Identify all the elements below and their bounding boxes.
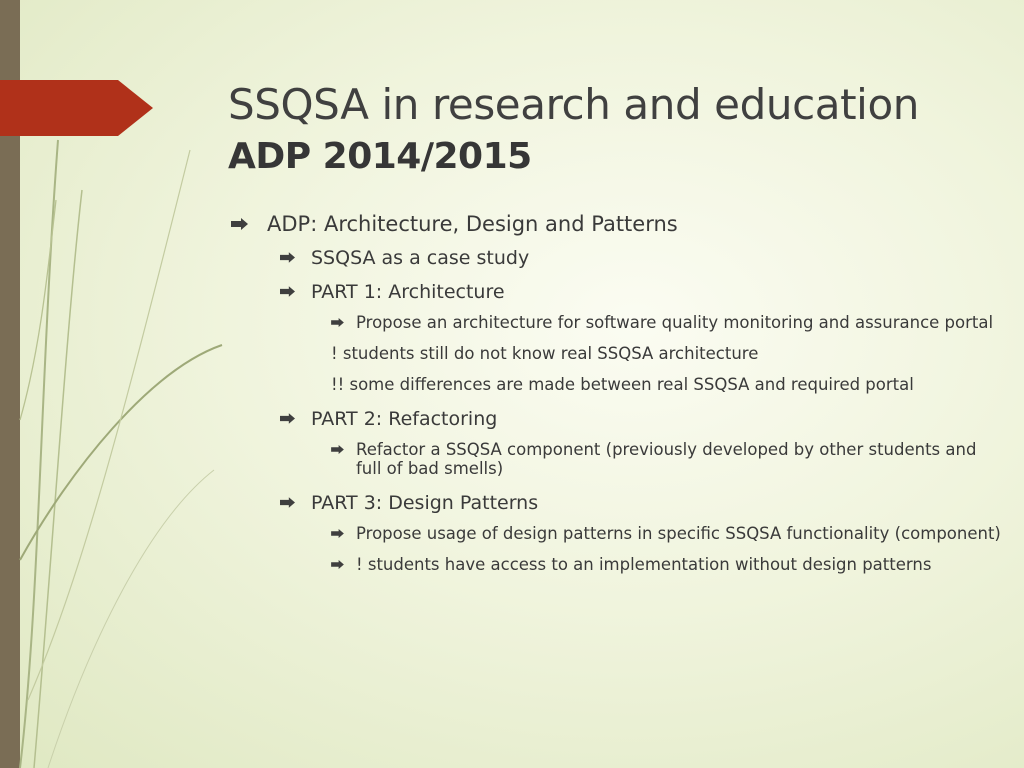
arrow-bullet-icon [280,413,295,424]
bullet-item-propose-architecture [225,313,1005,332]
note-differences: !! some differences are made between real SSQSA and required portal [331,375,914,394]
slide-title [228,78,1008,182]
arrow-bullet-icon [231,218,248,230]
bullet-text: ! students have access to an implementation without design patterns [356,555,932,574]
arrow-bullet-icon [331,529,344,538]
bullet-text: Propose usage of design patterns in specific SSQSA functionality (component) [356,524,1001,543]
bullet-item-adp [225,210,1005,238]
bullet-text: PART 3: Design Patterns [311,492,539,514]
bullet-text: SSQSA as a case study [311,247,530,269]
note-architecture-unknown: ! students still do not know real SSQSA architecture [331,344,759,363]
bullet-item-implementation-access [225,555,1005,574]
bullet-text: PART 2: Refactoring [311,408,498,430]
bullet-text: Refactor a SSQSA component (previously developed by other students and full of bad smells) [356,440,977,478]
bullet-item-part3 [225,490,1005,516]
bullet-text: Propose an architecture for software quality monitoring and assurance portal [356,313,994,332]
slide-content [225,210,1005,586]
bullet-item-propose-patterns [225,524,1005,543]
bullet-text: PART 1: Architecture [311,281,505,303]
arrow-bullet-icon [280,286,295,297]
bullet-item-part2 [225,406,1005,432]
arrow-bullet-icon [331,445,344,454]
title-subtitle: ADP 2014/2015 [228,136,532,177]
bullet-item-refactor-component [225,440,1005,478]
title-main: SSQSA in research and education [228,80,919,129]
arrow-bullet-icon [331,560,344,569]
bullet-item-part1 [225,279,1005,305]
bullet-item-case-study [225,245,1005,271]
bullet-text: ADP: Architecture, Design and Patterns [267,212,678,236]
arrow-bullet-icon [280,497,295,508]
arrow-bullet-icon [280,252,295,263]
arrow-bullet-icon [331,318,344,327]
